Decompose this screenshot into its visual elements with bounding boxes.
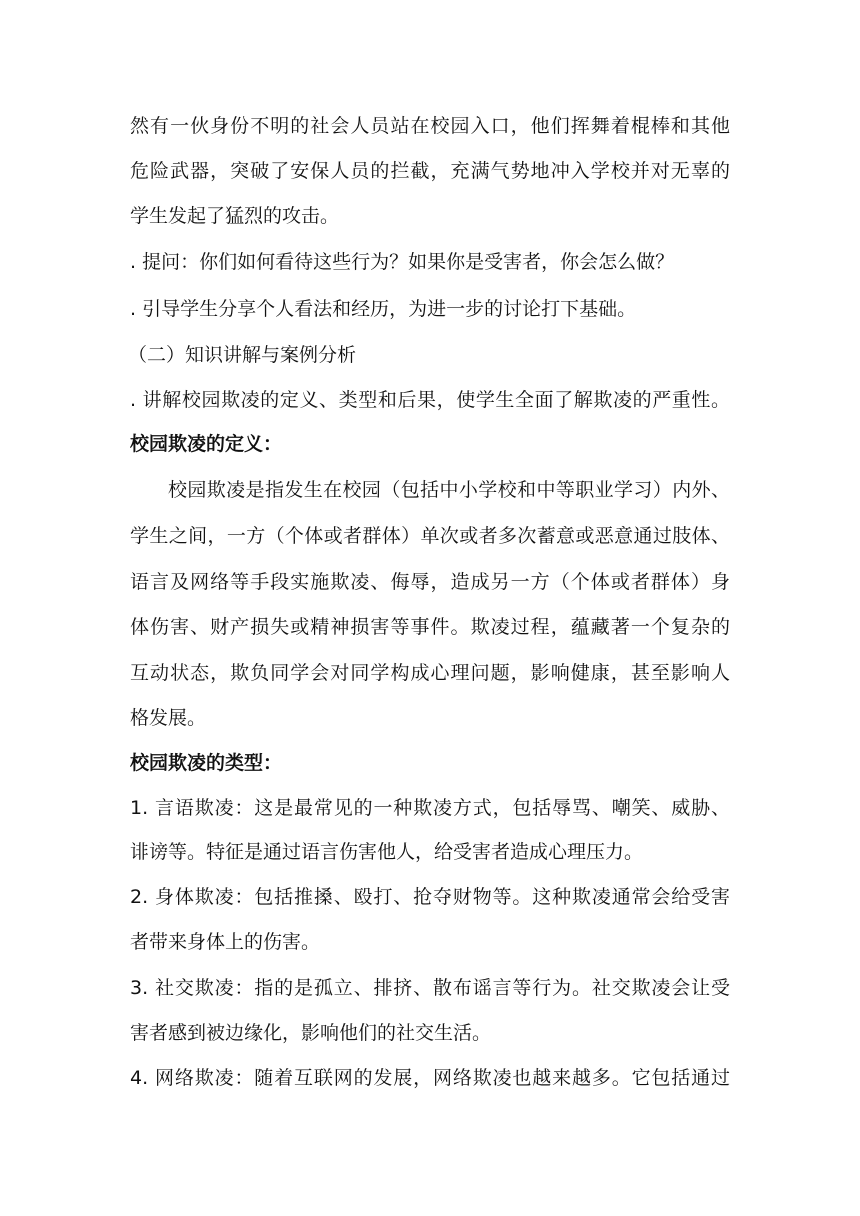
paragraph-line-3: 学生发起了猛烈的攻击。: [130, 205, 340, 227]
definition-line-2: 学生之间，一方（个体或者群体）单次或者多次蓄意或恶意通过肢体、: [130, 525, 730, 547]
type-social-line-2: 害者感到被边缘化，影响他们的社交生活。: [130, 1022, 492, 1044]
definition-line-5: 互动状态，欺负同学会对同学构成心理问题，影响健康，甚至影响人: [130, 662, 730, 684]
type-physical-line-2: 者带来身体上的伤害。: [130, 931, 321, 953]
explain-line: . 讲解校园欺凌的定义、类型和后果，使学生全面了解欺凌的严重性。: [130, 389, 730, 411]
type-physical-line-1: 2. 身体欺凌：包括推搡、殴打、抢夺财物等。这种欺凌通常会给受害: [130, 886, 730, 908]
definition-line-1: 校园欺凌是指发生在校园（包括中小学校和中等职业学习）内外、: [168, 479, 730, 501]
definition-heading: 校园欺凌的定义：: [130, 433, 283, 455]
type-verbal-line-1: 1. 言语欺凌：这是最常见的一种欺凌方式，包括辱骂、嘲笑、威胁、: [130, 797, 730, 819]
section-heading: （二）知识讲解与案例分析: [128, 344, 357, 366]
definition-line-3: 语言及网络等手段实施欺凌、侮辱，造成另一方（个体或者群体）身: [130, 571, 730, 593]
definition-line-6: 格发展。: [130, 707, 207, 729]
definition-line-4: 体伤害、财产损失或精神损害等事件。欺凌过程，蕴藏著一个复杂的: [130, 616, 730, 638]
paragraph-line-1: 然有一伙身份不明的社会人员站在校园入口，他们挥舞着棍棒和其他: [130, 115, 730, 137]
paragraph-line-2: 危险武器，突破了安保人员的拦截，充满气势地冲入学校并对无辜的: [130, 160, 730, 182]
question-line: . 提问：你们如何看待这些行为？如果你是受害者，你会怎么做？: [130, 251, 675, 273]
type-verbal-line-2: 诽谤等。特征是通过语言伤害他人，给受害者造成心理压力。: [130, 841, 644, 863]
type-social-line-1: 3. 社交欺凌：指的是孤立、排挤、散布谣言等行为。社交欺凌会让受: [130, 977, 730, 999]
types-heading: 校园欺凌的类型：: [130, 752, 283, 774]
type-cyber-line-1: 4. 网络欺凌：随着互联网的发展，网络欺凌也越来越多。它包括通过: [130, 1067, 730, 1089]
guide-line: . 引导学生分享个人看法和经历，为进一步的讨论打下基础。: [130, 298, 637, 320]
